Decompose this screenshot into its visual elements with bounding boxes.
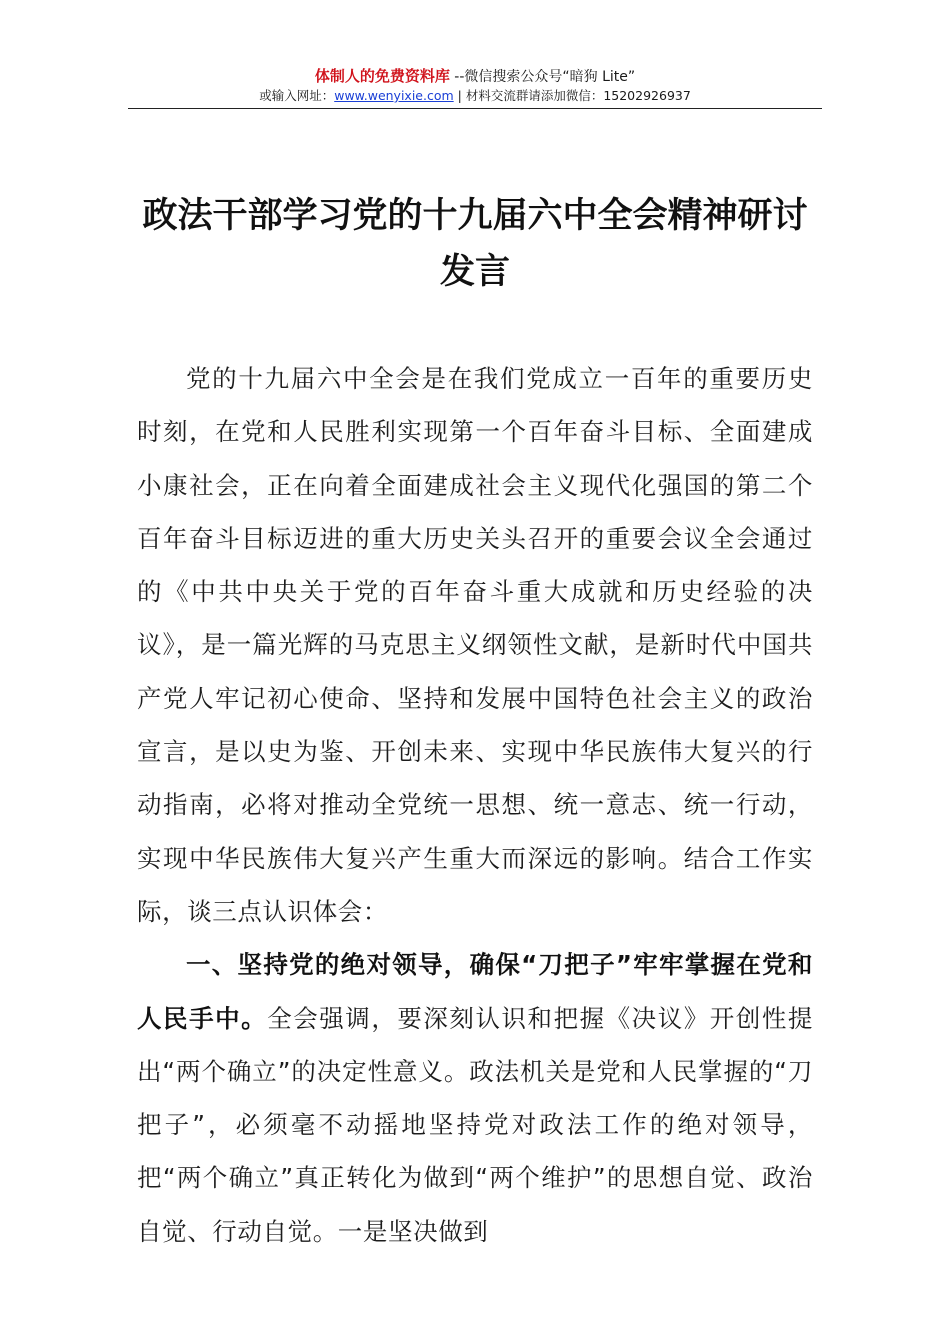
paragraph-section-1	[137, 938, 813, 1258]
section-1-text: 全会强调，要深刻认识和把握《决议》开创性提出“两个确立”的决定性意义。政法机关是党和人民掌握的“刀把子”，必须毫不动摇地坚持党对政法工作的绝对领导，把“两个确立”真正转化为做到“两个维护”的思想自觉、政治自觉、行动自觉。一是坚决做到	[137, 1003, 813, 1246]
header-url-link[interactable]: www.wenyixie.com	[334, 88, 454, 103]
header-line-1	[128, 66, 822, 87]
title-line-1: 政法干部学习党的十九届六中全会精神研讨	[142, 195, 808, 236]
title-line-2: 发言	[439, 251, 510, 292]
page-header	[128, 66, 822, 105]
section-1-heading: 一、坚持党的绝对领导，确保“刀把子”牢牢掌握在党和人民手中。	[137, 950, 813, 1033]
document-title	[128, 188, 822, 300]
header-brand: 体制人的免费资料库	[314, 67, 450, 85]
header-contact: | 材料交流群请添加微信：15202926937	[453, 88, 691, 103]
paragraph-intro: 党的十九届六中全会是在我们党成立一百年的重要历史时刻，在党和人民胜利实现第一个百年奋斗目标、全面建成小康社会，正在向着全面建成社会主义现代化强国的第二个百年奋斗目标迈进的重大历史关头召开的重要会议全会通过的《中共中央关于党的百年奋斗重大成就和历史经验的决议》，是一篇光辉的马克思主义纲领性文献，是新时代中国共产党人牢记初心使命、坚持和发展中国特色社会主义的政治宣言，是以史为鉴、开创未来、实现中华民族伟大复兴的行动指南，必将对推动全党统一思想、统一意志、统一行动，实现中华民族伟大复兴产生重大而深远的影响。结合工作实际，谈三点认识体会：	[137, 364, 813, 926]
header-url-prefix: 或输入网址：	[259, 88, 335, 103]
document-body	[137, 352, 813, 1258]
header-divider	[128, 108, 822, 109]
header-slogan: --微信搜索公众号“暗狗 Lite”	[449, 69, 636, 85]
header-line-2	[128, 87, 822, 105]
